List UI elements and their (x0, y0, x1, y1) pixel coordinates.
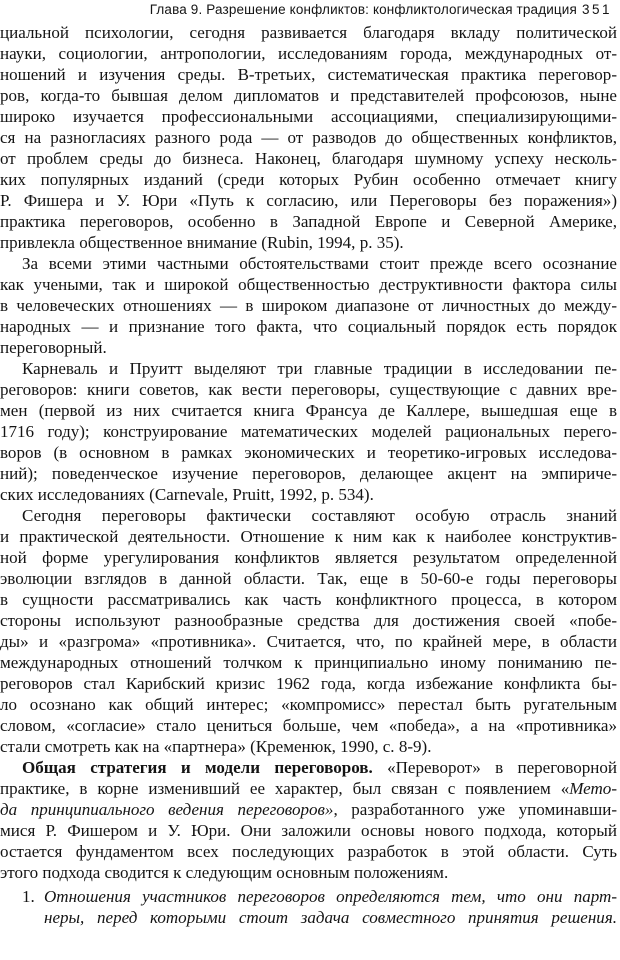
text-line: стали смотреть как на «партнера» (Кременюк, 1990, с. 8-9). (0, 737, 432, 756)
text-line: словом, «согласие» стало цениться больше, чем «победа», а на «противника» (0, 716, 617, 735)
text-line: мен (первой из них считается книга Франсуа де Каллере, вышедшая еще в (0, 401, 617, 420)
text-line: да принципиального ведения переговоров», разработанного уже упоминавши- (0, 800, 617, 819)
list-number: 1. (22, 887, 35, 906)
text-line: 1. Отношения участников переговоров определяются тем, что они парт- (0, 886, 617, 907)
text-line: в человеческих отношениях — в широком диапазоне от личностных до между- (0, 296, 617, 315)
text-line: науки, социологии, антропологии, исследованиям города, международных от- (0, 44, 617, 63)
text-line: 1716 году); конструирование математических моделей рациональных перего- (0, 422, 617, 441)
text-line: ний); поведенческое изучение переговоров, делающее акцент на эмпириче- (0, 464, 617, 483)
section-heading: Общая стратегия и модели переговоров. (22, 758, 373, 777)
text-line: широко изучается профессиональными ассоциациями, специализирующими- (0, 107, 617, 126)
text-line: ношений и изучения среды. В-третьих, систематическая практика переговор- (0, 65, 617, 84)
paragraph-destructiveness (0, 253, 617, 358)
text-line: как учеными, так и широкой общественностью деструктивности фактора силы (0, 275, 617, 294)
text-line: неры, перед которыми стоит задача совместного принятия решения. (44, 908, 617, 927)
text-line: эволюции взглядов в данной области. Так, еще в 50-60-е годы переговоры (0, 569, 617, 588)
text-line: мися Р. Фишером и У. Юри. Они заложили основы нового подхода, который (0, 821, 617, 840)
text-line: реговоров: книги советов, как вести переговоры, существующие с давних вре- (0, 380, 617, 399)
text-line: реговоров стал Карибский кризис 1962 года, когда избежание конфликта бы- (0, 674, 617, 693)
text-line: ло осознано как общий интерес; «компромисс» перестал быть ругательным (0, 695, 617, 714)
text-line: переговорный. (0, 338, 107, 357)
text-line: от проблем среды до бизнеса. Наконец, благодаря шумному успеху несколь- (0, 149, 617, 168)
list-item-1 (0, 886, 617, 928)
text-line: практике, в корне изменивший ее характер, был связан с появлением «Мето- (0, 779, 617, 798)
text-line: ды» и «разгрома» «противника». Считается, что, по крайней мере, в области (0, 632, 617, 651)
running-head (150, 2, 612, 17)
text-line: ров, когда-то бывшая делом дипломатов и представителей профсоюзов, ныне (0, 86, 617, 105)
text-line: привлекла общественное внимание (Rubin, 1994, p. 35). (0, 233, 404, 252)
paragraph-traditions (0, 358, 617, 505)
paragraph-continued (0, 22, 617, 253)
text-line: ких популярных изданий (среди которых Рубин особенно отмечает книгу (0, 170, 617, 189)
text-line: этого подхода сводится к следующим основным положениям. (0, 863, 449, 882)
text-line: Общая стратегия и модели переговоров. «Переворот» в переговорной (22, 758, 617, 777)
text-line: и практической деятельности. Отношение к ним как к наиболее конструктив- (0, 527, 617, 546)
text-line: остается фундаментом всех последующих разработок в этой области. Суть (0, 842, 617, 861)
text-line: За всеми этими частными обстоятельствами стоит прежде всего осознание (22, 254, 617, 273)
text-line: международных отношений толчком к принципиально иному пониманию пе- (0, 653, 617, 672)
text-line: ских исследованиях (Carnevale, Pruitt, 1992, p. 534). (0, 485, 374, 504)
text-line: циальной психологии, сегодня развивается благодаря вкладу политической (0, 23, 617, 42)
text-line: ной форме урегулирования конфликтов является результатом определенной (0, 548, 617, 567)
italic-title: да принципиального ведения переговоров» (0, 800, 334, 819)
italic-title: Мето- (569, 779, 617, 798)
page-number: 351 (581, 2, 612, 17)
text-line: ся на разногласиях разного рода — от разводов до общественных конфликтов, (0, 128, 617, 147)
text-line: Р. Фишера и У. Юри «Путь к согласию, или Переговоры без поражения») (0, 191, 617, 210)
text-line: стороны используют разнообразные средства для достижения своей «побе- (0, 611, 617, 630)
paragraph-strategy (0, 757, 617, 883)
text-line: народных — и признание того факта, что социальный порядок есть порядок (0, 317, 617, 336)
text-line: воров (в основном в рамках экономических и теоретико-игровых исследова- (0, 443, 617, 462)
chapter-title: Глава 9. Разрешение конфликтов: конфликтологическая традиция (149, 2, 577, 17)
text-line: Карневаль и Пруитт выделяют три главные традиции в исследовании пе- (22, 359, 617, 378)
paragraph-today (0, 505, 617, 757)
text-line: Сегодня переговоры фактически составляют особую отрасль знаний (22, 506, 617, 525)
body-text (0, 22, 617, 928)
text-line: практика переговоров, особенно в Западной Европе и Северной Америке, (0, 212, 617, 231)
text-line: в сущности рассматривались как часть конфликтного процесса, в котором (0, 590, 617, 609)
